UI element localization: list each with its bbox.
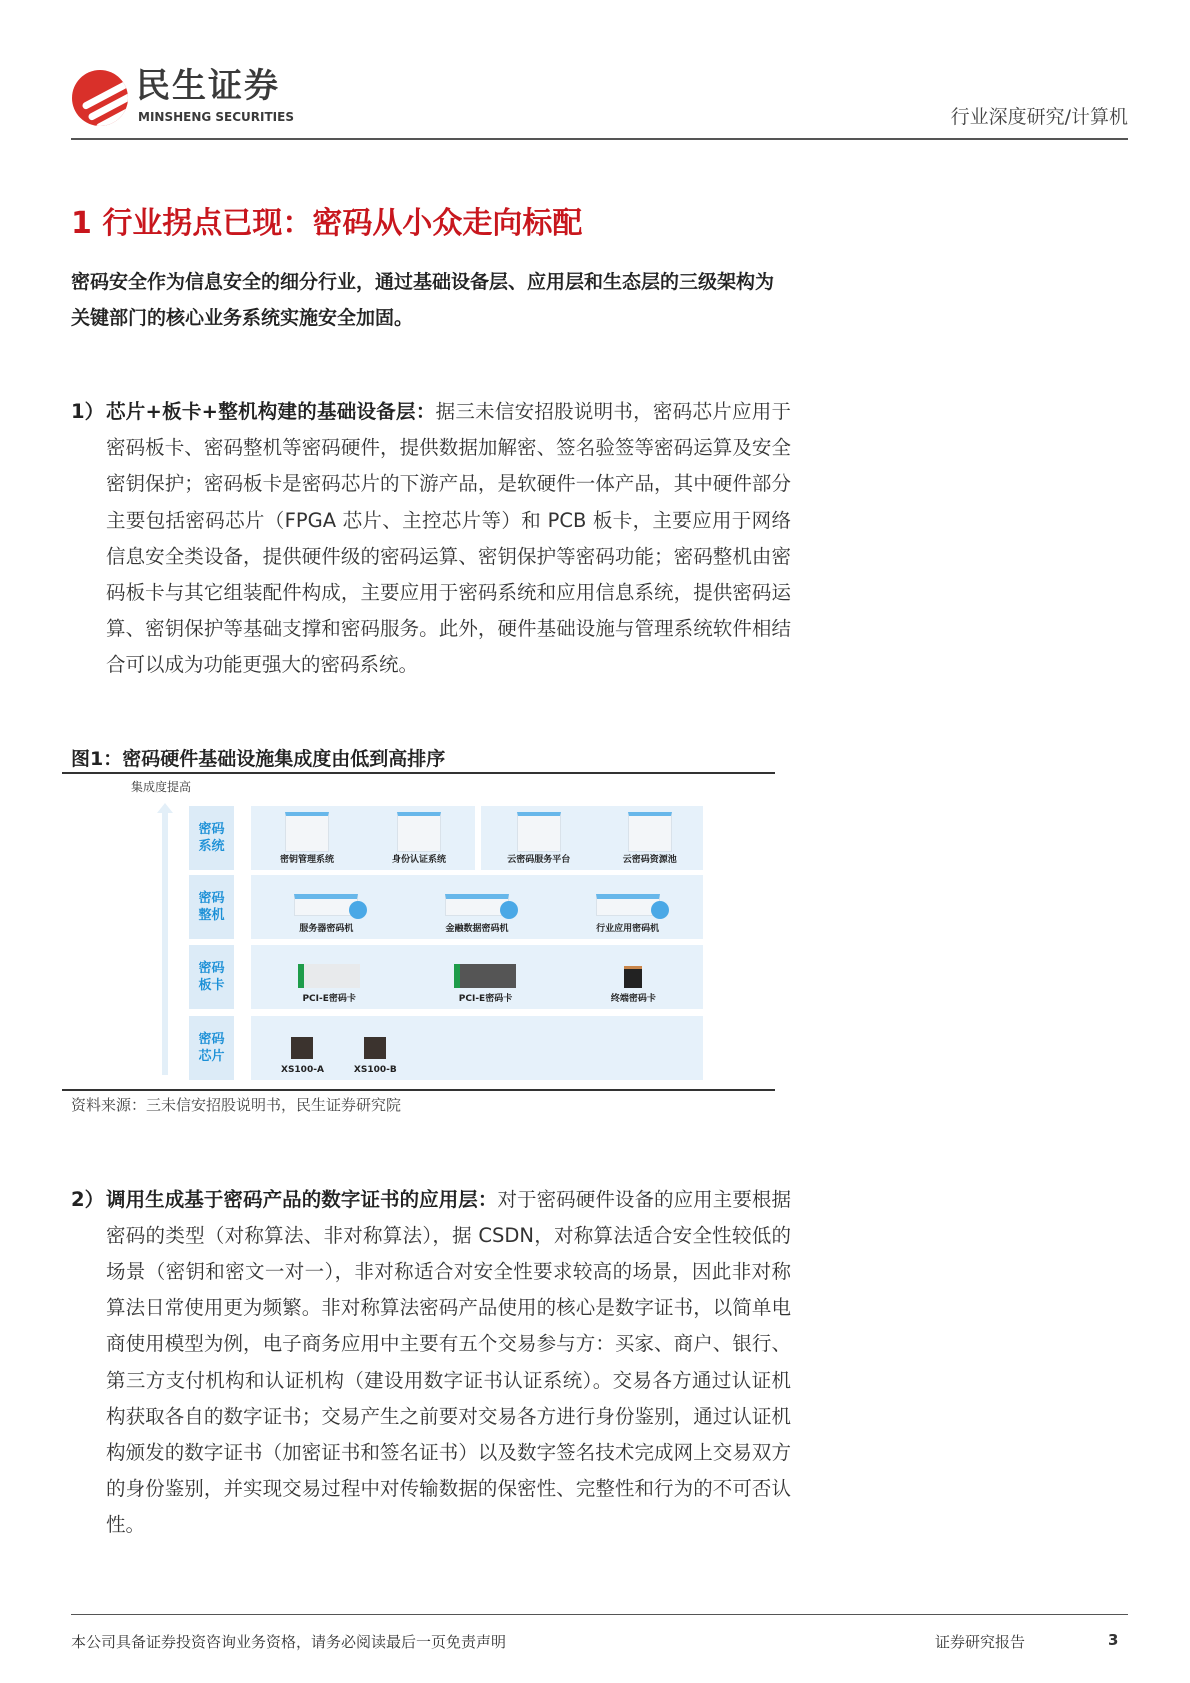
product: [623, 812, 677, 866]
axis-label: 集成度提高: [131, 779, 192, 794]
item-number: 2）: [71, 1187, 105, 1211]
figure: [0, 748, 1190, 1120]
product: [454, 964, 516, 1005]
product-label: 云密码资源池: [622, 854, 677, 865]
product: [298, 964, 360, 1005]
product-label: 云密码服务平台: [507, 854, 571, 865]
crypto-machine-icon: [596, 894, 660, 916]
logo-text-en: MINSHENG SECURITIES: [138, 110, 294, 124]
product: [294, 894, 358, 935]
up-arrow-icon: [162, 811, 168, 1075]
product: [392, 812, 446, 866]
row-label: 密码 板卡: [189, 945, 234, 1009]
logo-icon: [72, 70, 128, 126]
product-label: XS100-A: [281, 1064, 324, 1075]
footer-report-type: 证券研究报告: [935, 1633, 1026, 1651]
item-text: 对于密码硬件设备的应用主要根据密码的类型（对称算法、非对称算法），据 CSDN，对称算法适合安全性较低的场景（密钥和密文一对一），非对称适合对安全性要求较高的场景，因此非对称算法日常使用更为频繁。非对称算法密码产品使用的核心是数字证书，以简单电商使用模型为例，电子商务应用中主要有五个交易参与方：买家、商户、银行、第三方支付机构和认证机构（建设用数字证书认证系统）。交易各方通过认证机构获取各自的数字证书；交易产生之前要对交易各方进行身份鉴别，通过认证机构颁发的数字证书（加密证书和签名证书）以及数字签名技术完成网上交易双方的身份鉴别，并实现交易过程中对传输数据的保密性、完整性和行为的不可否认性。: [106, 1187, 791, 1537]
product-label: PCI-E密码卡: [458, 993, 513, 1004]
product-label: 密钥管理系统: [279, 854, 334, 865]
list-item: [71, 394, 791, 684]
product: [611, 966, 656, 1005]
item-heading: 芯片+板卡+整机构建的基础设备层：: [106, 400, 436, 423]
row-panel: [481, 806, 703, 870]
product-label: 金融数据密码机: [445, 923, 509, 934]
chip-icon: [364, 1037, 386, 1059]
row-panel: [251, 945, 703, 1009]
section-title: 1 行业拐点已现：密码从小众走向标配: [71, 206, 583, 241]
product-label: 服务器密码机: [299, 923, 354, 934]
figure-title: 图1：密码硬件基础设施集成度由低到高排序: [71, 747, 446, 770]
row-panel: [251, 875, 703, 939]
row-label: 密码 整机: [189, 875, 234, 939]
figure-top-rule: [62, 772, 775, 774]
lead-paragraph: 密码安全作为信息安全的细分行业，通过基础设备层、应用层和生态层的三级架构为关键部门的核心业务系统实施安全加固。: [71, 271, 775, 329]
list-item: [71, 1182, 791, 1544]
product-label: 终端密码卡: [610, 993, 656, 1004]
sd-card-icon: [624, 966, 642, 988]
product: [354, 1037, 397, 1076]
crypto-machine-icon: [294, 894, 358, 916]
footer-divider: [71, 1614, 1128, 1615]
product-label: 行业应用密码机: [596, 923, 660, 934]
figure-source: 资料来源：三未信安招股说明书，民生证券研究院: [71, 1095, 402, 1114]
pcie-card-icon: [298, 964, 360, 988]
main-content: [0, 204, 1190, 1544]
server-icon: [397, 812, 441, 852]
server-icon: [517, 812, 561, 852]
row-panel: [251, 806, 475, 870]
figure-bottom-rule: [62, 1089, 775, 1091]
item-heading: 调用生成基于密码产品的数字证书的应用层：: [106, 1187, 498, 1211]
item-text: 据三未信安招股说明书，密码芯片应用于密码板卡、密码整机等密码硬件，提供数据加解密、签名验签等密码运算及安全密钥保护；密码板卡是密码芯片的下游产品，是软硬件一体产品，其中硬件部分主要包括密码芯片（FPGA 芯片、主控芯片等）和 PCB 板卡，主要应用于网络信息安全类设备，提供硬件级的密码运算、密钥保护等密码功能；密码整机由密码板卡与其它组装配件构成，主要应用于密码系统和应用信息系统，提供密码运算、密钥保护等基础支撑和密码服务。此外，硬件基础设施与管理系统软件相结合可以成为功能更强大的密码系统。: [106, 400, 791, 677]
chip-icon: [291, 1037, 313, 1059]
page-number: 3: [1108, 1631, 1119, 1649]
product: [445, 894, 509, 935]
row-panel: [251, 1016, 703, 1080]
product: [507, 812, 570, 866]
product-label: 身份认证系统: [391, 854, 446, 865]
pcie-card-icon: [454, 964, 516, 988]
server-icon: [285, 812, 329, 852]
product-label: PCI-E密码卡: [302, 993, 356, 1004]
report-category: 行业深度研究/计算机: [950, 106, 1128, 128]
crypto-machine-icon: [445, 894, 509, 916]
header-divider: [71, 138, 1128, 140]
footer-disclaimer: 本公司具备证券投资咨询业务资格，请务必阅读最后一页免责声明: [71, 1633, 507, 1651]
product-label: XS100-B: [353, 1064, 397, 1075]
row-label: 密码 系统: [189, 806, 234, 870]
logo-text-cn: 民生证券: [136, 66, 280, 106]
product: [281, 1037, 324, 1076]
row-label: 密码 芯片: [189, 1016, 234, 1080]
server-icon: [628, 812, 672, 852]
item-number: 1）: [71, 400, 105, 423]
product: [280, 812, 334, 866]
product: [596, 894, 660, 935]
